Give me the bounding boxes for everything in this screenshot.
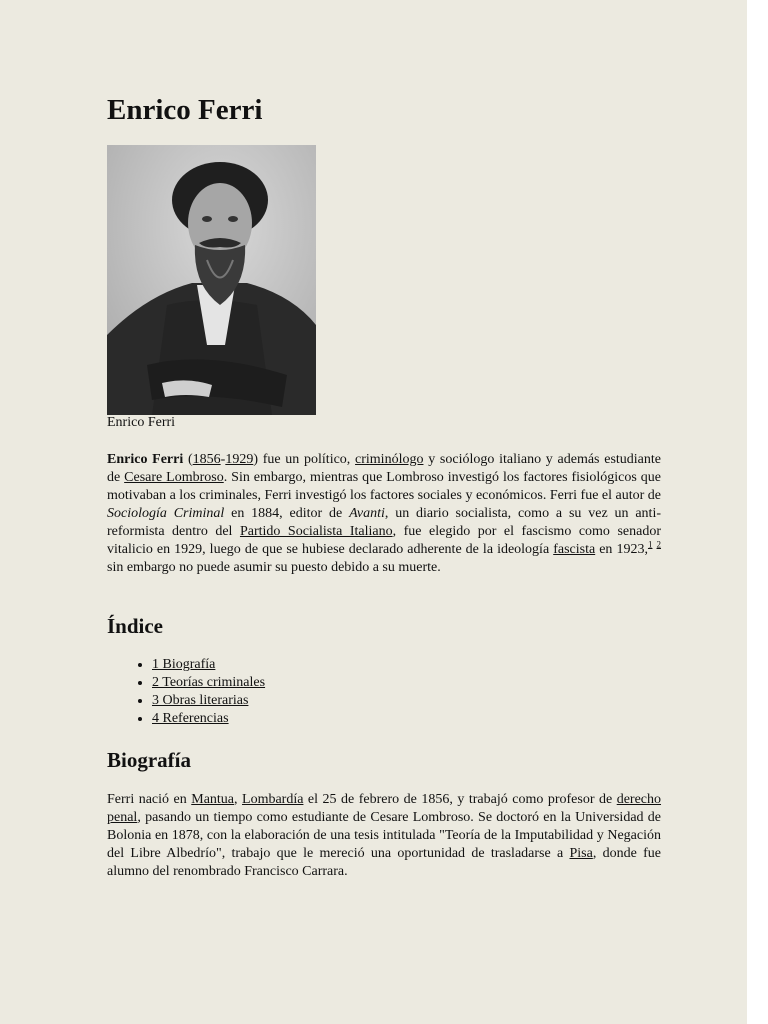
table-of-contents xyxy=(107,656,265,728)
link-partido-socialista[interactable]: Partido Socialista Italiano xyxy=(239,524,393,539)
link-fascista[interactable]: fascista xyxy=(553,542,596,557)
toc-item xyxy=(152,674,265,692)
text: Ferri nació en xyxy=(107,792,192,807)
toc-item xyxy=(152,710,265,728)
biografia-paragraph xyxy=(107,791,661,881)
reference-1[interactable]: 1 xyxy=(647,539,653,550)
link-lombardia[interactable]: Lombardía xyxy=(242,792,304,807)
toc-link-referencias[interactable]: 4 Referencias xyxy=(152,711,229,726)
toc-heading: Índice xyxy=(107,614,164,638)
text: y sociólogo italiano y además estudiante de xyxy=(107,452,661,485)
subject-name: Enrico Ferri xyxy=(107,452,184,467)
newspaper-title: Avanti xyxy=(349,506,385,521)
portrait-illustration xyxy=(107,145,316,415)
link-criminologo[interactable]: criminólogo xyxy=(355,452,424,467)
link-1929[interactable]: 1929 xyxy=(225,452,254,467)
link-pisa[interactable]: Pisa xyxy=(569,846,593,861)
text: . Sin embargo, mientras que Lombroso investigó los factores fisiológicos que motivaban a los criminales, Ferri investigó los factores sociales y económicos. Ferri fue el autor de xyxy=(107,470,662,503)
portrait-photo xyxy=(107,145,316,415)
reference-2[interactable]: 2 xyxy=(656,539,662,550)
toc-link-teorias[interactable]: 2 Teorías criminales xyxy=(152,675,266,690)
text: , un diario socialista, como a su vez un anti-reformista dentro del xyxy=(107,506,661,539)
link-cesare-lombroso[interactable]: Cesare Lombroso xyxy=(124,470,224,485)
text: sin embargo no puede asumir su puesto debido a su muerte. xyxy=(107,560,441,575)
text: , fue elegido por el fascismo como senador vitalicio en 1929, luego de que se hubiese declarado adherente de la ideología xyxy=(107,524,661,557)
link-1856[interactable]: 1856 xyxy=(192,452,221,467)
page-margin xyxy=(747,0,768,1024)
toc-item xyxy=(152,656,265,674)
link-mantua[interactable]: Mantua xyxy=(191,792,235,807)
text: en 1923, xyxy=(595,542,648,557)
image-caption: Enrico Ferri xyxy=(107,415,176,430)
text: en 1884, editor de xyxy=(224,506,350,521)
text: ( xyxy=(183,452,193,467)
text: , xyxy=(234,792,243,807)
text: , pasando un tiempo como estudiante de Cesare Lombroso. Se doctoró en la Universidad de Bolonia en 1878, con la elaboración de una tesis intitulada "Teoría de la Imputabilidad y Negación del Libre Albedrío", trabajo que le mereció una oportunidad de trasladarse a xyxy=(107,810,661,861)
toc-link-obras[interactable]: 3 Obras literarias xyxy=(152,693,249,708)
toc-link-biografia[interactable]: 1 Biografía xyxy=(152,657,216,672)
page-title: Enrico Ferri xyxy=(107,94,263,126)
text: ) fue un político, xyxy=(253,452,356,467)
text: el 25 de febrero de 1856, y trabajó como profesor de xyxy=(303,792,617,807)
text: - xyxy=(220,452,226,467)
section-heading-biografia: Biografía xyxy=(107,748,191,772)
toc-item xyxy=(152,692,265,710)
intro-paragraph xyxy=(107,451,661,577)
link-derecho-penal[interactable]: derecho penal xyxy=(107,792,662,825)
book-title: Sociología Criminal xyxy=(107,506,225,521)
text: , donde fue alumno del renombrado Francisco Carrara. xyxy=(107,846,661,879)
